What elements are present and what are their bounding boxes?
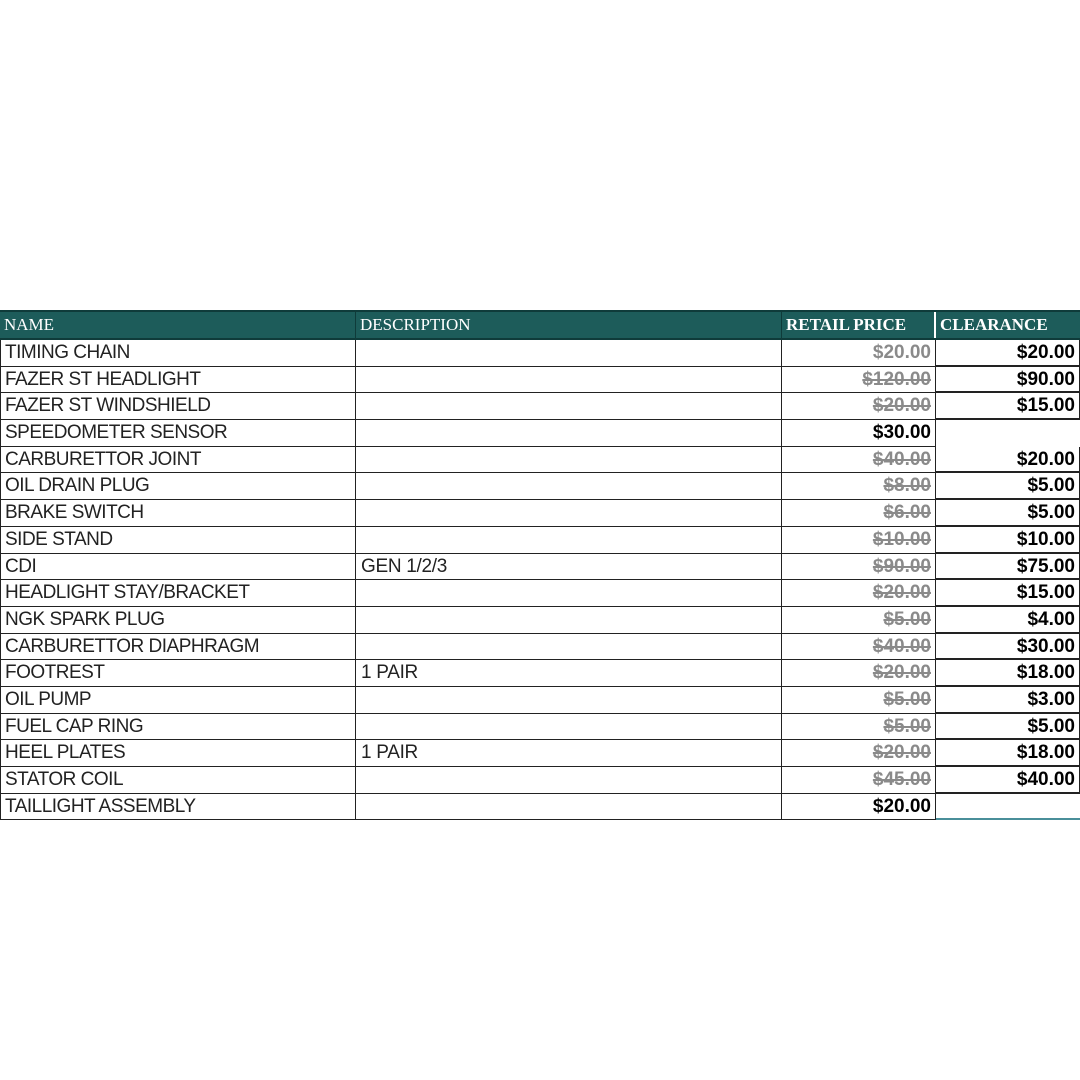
- item-description-cell: [356, 367, 782, 394]
- table-row: [0, 393, 1080, 420]
- item-name-cell: TIMING CHAIN: [0, 340, 356, 367]
- item-name-cell: SPEEDOMETER SENSOR: [0, 420, 356, 447]
- retail-price-cell: $20.00: [782, 580, 936, 607]
- table-row: [0, 447, 1080, 474]
- table-row: [0, 420, 1080, 447]
- retail-price-cell: $5.00: [782, 714, 936, 741]
- table-row: [0, 767, 1080, 794]
- clearance-price-cell: $5.00: [936, 500, 1080, 527]
- table-row: [0, 367, 1080, 394]
- item-name-cell: CARBURETTOR JOINT: [0, 447, 356, 474]
- clearance-price-cell: [936, 794, 1080, 821]
- item-name-cell: BRAKE SWITCH: [0, 500, 356, 527]
- header-retail-price: RETAIL PRICE: [782, 312, 936, 338]
- clearance-price-cell: $20.00: [936, 340, 1080, 367]
- clearance-price-cell: [936, 420, 1080, 447]
- item-description-cell: [356, 634, 782, 661]
- table-row: [0, 687, 1080, 714]
- clearance-price-cell: $30.00: [936, 634, 1080, 661]
- item-name-cell: OIL DRAIN PLUG: [0, 473, 356, 500]
- item-name-cell: CDI: [0, 554, 356, 581]
- item-description-cell: [356, 580, 782, 607]
- retail-price-cell: $6.00: [782, 500, 936, 527]
- item-description-cell: [356, 340, 782, 367]
- table-body: [0, 340, 1080, 820]
- table-row: [0, 340, 1080, 367]
- table-row: [0, 580, 1080, 607]
- clearance-price-cell: $5.00: [936, 714, 1080, 741]
- header-name: NAME: [0, 312, 356, 338]
- retail-price-cell: $20.00: [782, 340, 936, 367]
- clearance-price-cell: $15.00: [936, 580, 1080, 607]
- item-description-cell: [356, 420, 782, 447]
- item-description-cell: [356, 714, 782, 741]
- retail-price-cell: $20.00: [782, 740, 936, 767]
- retail-price-cell: $40.00: [782, 634, 936, 661]
- clearance-price-cell: $10.00: [936, 527, 1080, 554]
- clearance-price-cell: $5.00: [936, 473, 1080, 500]
- table-row: [0, 714, 1080, 741]
- retail-price-cell: $20.00: [782, 393, 936, 420]
- item-description-cell: [356, 500, 782, 527]
- table-row: [0, 527, 1080, 554]
- retail-price-cell: $120.00: [782, 367, 936, 394]
- retail-price-cell: $5.00: [782, 607, 936, 634]
- header-description: DESCRIPTION: [356, 312, 782, 338]
- table-row: [0, 473, 1080, 500]
- item-description-cell: [356, 687, 782, 714]
- item-description-cell: [356, 473, 782, 500]
- retail-price-cell: $30.00: [782, 420, 936, 447]
- clearance-price-cell: $40.00: [936, 767, 1080, 794]
- header-clearance: CLEARANCE: [940, 315, 1048, 334]
- clearance-price-cell: $75.00: [936, 554, 1080, 581]
- table-row: [0, 794, 1080, 821]
- table-row: [0, 607, 1080, 634]
- table-row: [0, 554, 1080, 581]
- table-header-row: [0, 310, 1080, 340]
- item-name-cell: FAZER ST WINDSHIELD: [0, 393, 356, 420]
- item-name-cell: FAZER ST HEADLIGHT: [0, 367, 356, 394]
- item-description-cell: 1 PAIR: [356, 660, 782, 687]
- retail-price-cell: $45.00: [782, 767, 936, 794]
- item-description-cell: [356, 767, 782, 794]
- item-description-cell: GEN 1/2/3: [356, 554, 782, 581]
- price-list-table: [0, 310, 1080, 820]
- clearance-price-cell: $20.00: [936, 447, 1080, 474]
- item-description-cell: [356, 607, 782, 634]
- retail-price-cell: $20.00: [782, 794, 936, 821]
- item-name-cell: FOOTREST: [0, 660, 356, 687]
- retail-price-cell: $5.00: [782, 687, 936, 714]
- retail-price-cell: $20.00: [782, 660, 936, 687]
- item-description-cell: [356, 447, 782, 474]
- table-row: [0, 660, 1080, 687]
- item-description-cell: [356, 393, 782, 420]
- item-name-cell: SIDE STAND: [0, 527, 356, 554]
- retail-price-cell: $90.00: [782, 554, 936, 581]
- clearance-price-cell: $15.00: [936, 393, 1080, 420]
- retail-price-cell: $40.00: [782, 447, 936, 474]
- item-name-cell: STATOR COIL: [0, 767, 356, 794]
- clearance-price-cell: $18.00: [936, 660, 1080, 687]
- clearance-price-cell: $90.00: [936, 367, 1080, 394]
- clearance-price-cell: $3.00: [936, 687, 1080, 714]
- item-name-cell: CARBURETTOR DIAPHRAGM: [0, 634, 356, 661]
- table-row: [0, 634, 1080, 661]
- retail-price-cell: $10.00: [782, 527, 936, 554]
- item-description-cell: [356, 794, 782, 821]
- item-name-cell: TAILLIGHT ASSEMBLY: [0, 794, 356, 821]
- clearance-price-cell: $4.00: [936, 607, 1080, 634]
- item-name-cell: HEADLIGHT STAY/BRACKET: [0, 580, 356, 607]
- item-name-cell: FUEL CAP RING: [0, 714, 356, 741]
- table-row: [0, 740, 1080, 767]
- retail-price-cell: $8.00: [782, 473, 936, 500]
- item-name-cell: HEEL PLATES: [0, 740, 356, 767]
- clearance-price-cell: $18.00: [936, 740, 1080, 767]
- item-name-cell: OIL PUMP: [0, 687, 356, 714]
- item-description-cell: [356, 527, 782, 554]
- table-row: [0, 500, 1080, 527]
- item-description-cell: 1 PAIR: [356, 740, 782, 767]
- item-name-cell: NGK SPARK PLUG: [0, 607, 356, 634]
